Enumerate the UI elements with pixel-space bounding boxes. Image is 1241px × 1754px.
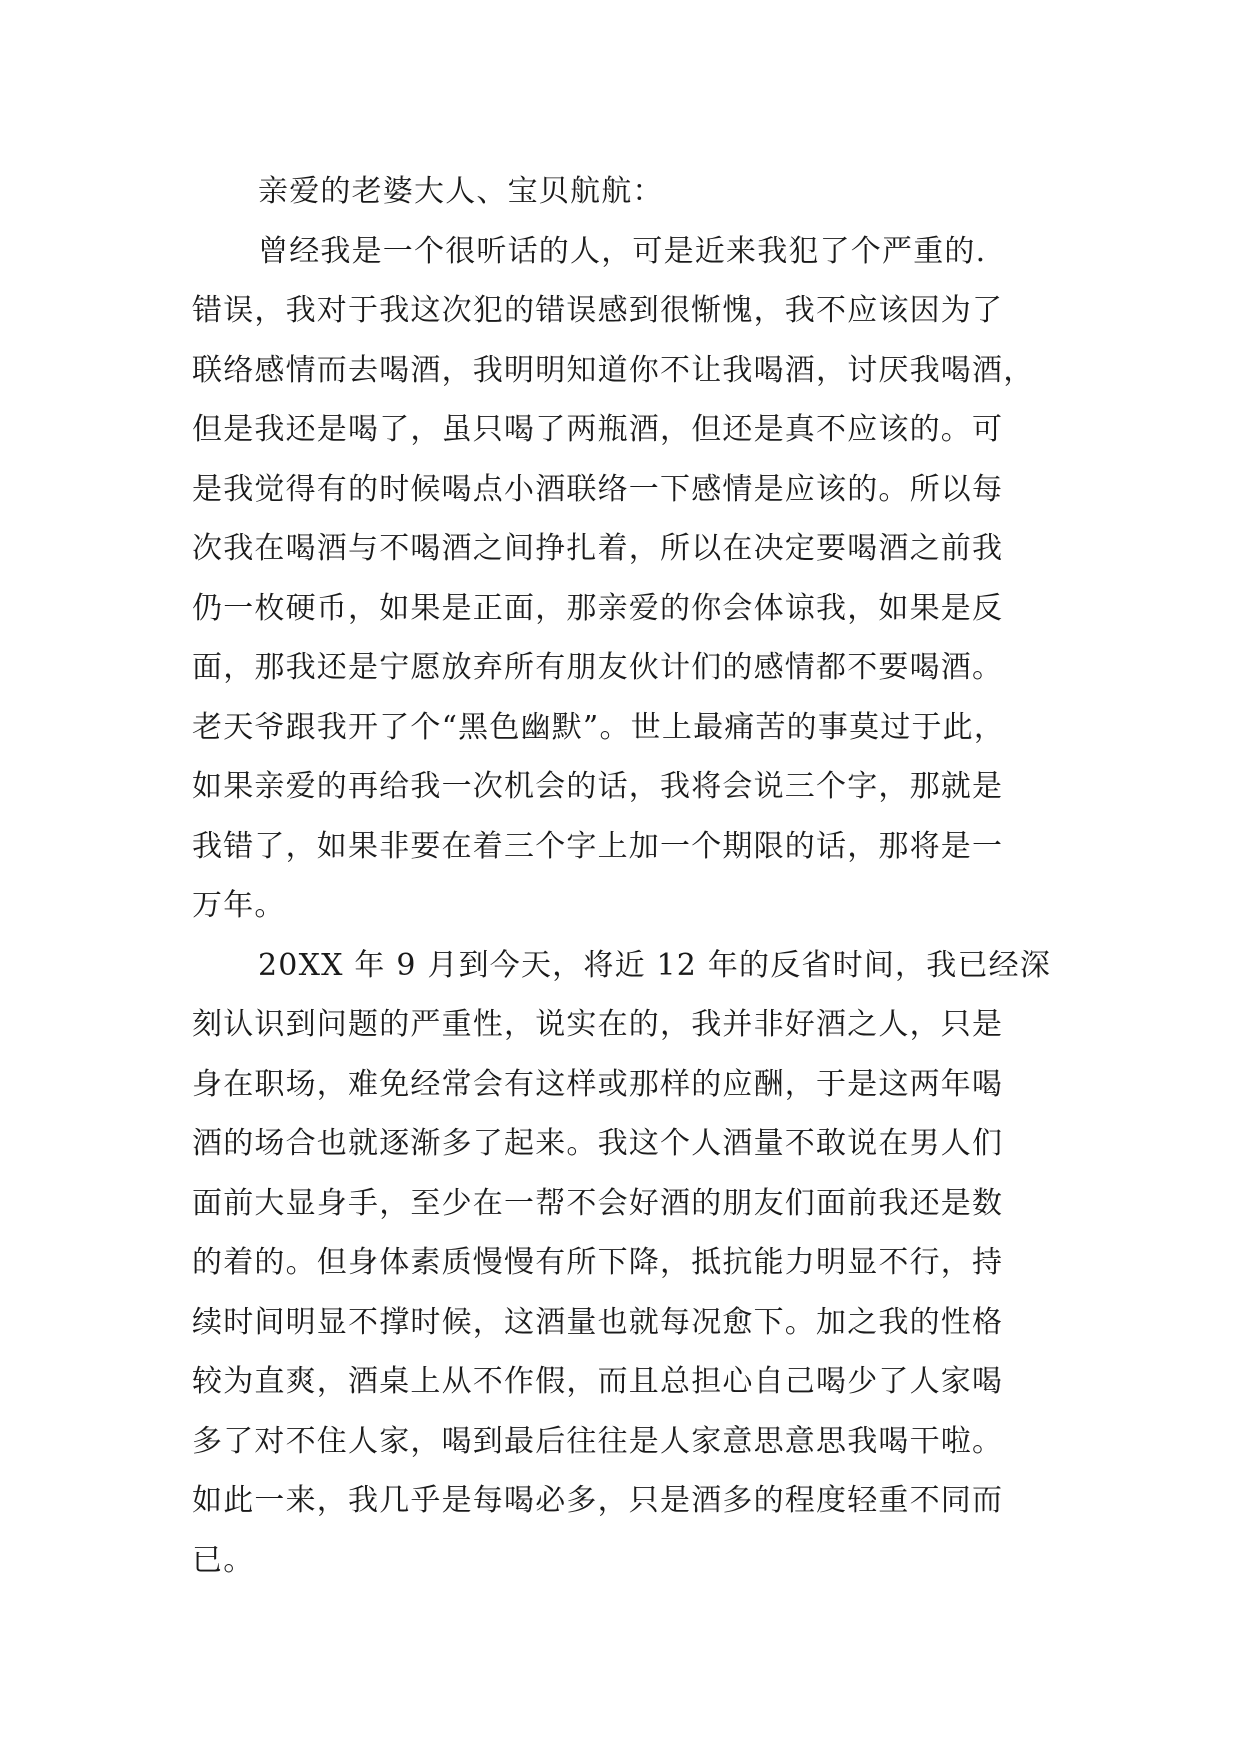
letter-body — [192, 162, 1072, 1590]
paragraph-1-line: 万年。 — [192, 888, 286, 923]
paragraph-2-line: 刻认识到问题的严重性，说实在的，我并非好酒之人，只是 — [192, 1007, 1004, 1042]
paragraph-2-line: 酒的场合也就逐渐多了起来。我这个人酒量不敢说在男人们 — [192, 1126, 1004, 1161]
paragraph-1-line: 是我觉得有的时候喝点小酒联络一下感情是应该的。所以每 — [192, 471, 1004, 507]
paragraph-1-line: 曾经我是一个很听话的人，可是近来我犯了个严重的. — [258, 233, 987, 269]
paragraph-2-line: 身在职场，难免经常会有这样或那样的应酬，于是这两年喝 — [192, 1066, 1004, 1102]
paragraph-2-line: 续时间明显不撑时候，这酒量也就每况愈下。加之我的性格 — [192, 1304, 1004, 1340]
greeting-line: 亲爱的老婆大人、宝贝航航： — [258, 174, 664, 209]
paragraph-1-line: 仍一枚硬币，如果是正面，那亲爱的你会体谅我，如果是反 — [192, 590, 1004, 626]
paragraph-1-line: 次我在喝酒与不喝酒之间挣扎着，所以在决定要喝酒之前我 — [192, 531, 1004, 566]
paragraph-2-line: 多了对不住人家，喝到最后往往是人家意思意思我喝干啦。 — [192, 1423, 1004, 1459]
paragraph-1-line: 错误，我对于我这次犯的错误感到很惭愧，我不应该因为了 — [192, 293, 1004, 328]
paragraph-2-line: 面前大显身手，至少在一帮不会好酒的朋友们面前我还是数 — [192, 1185, 1004, 1221]
paragraph-2-line: 如此一来，我几乎是每喝必多，只是酒多的程度轻重不同而 — [192, 1483, 1004, 1518]
paragraph-1-line: 联络感情而去喝酒，我明明知道你不让我喝酒，讨厌我喝酒， — [192, 352, 1035, 388]
paragraph-2-line: 较为直爽，酒桌上从不作假，而且总担心自己喝少了人家喝 — [192, 1364, 1004, 1399]
paragraph-2-line: 20XX 年 9 月到今天，将近 12 年的反省时间，我已经深 — [258, 947, 1052, 983]
paragraph-2-line: 已。 — [192, 1542, 255, 1578]
paragraph-1-line: 但是我还是喝了，虽只喝了两瓶酒，但还是真不应该的。可 — [192, 412, 1004, 447]
paragraph-1-line: 我错了，如果非要在着三个字上加一个期限的话，那将是一 — [192, 828, 1004, 864]
paragraph-1-line: 如果亲爱的再给我一次机会的话，我将会说三个字，那就是 — [192, 769, 1004, 804]
paragraph-1-line: 面，那我还是宁愿放弃所有朋友伙计们的感情都不要喝酒。 — [192, 650, 1004, 685]
paragraph-1-line: 老天爷跟我开了个“黑色幽默”。世上最痛苦的事莫过于此， — [192, 709, 1006, 745]
paragraph-2-line: 的着的。但身体素质慢慢有所下降，抵抗能力明显不行，持 — [192, 1245, 1004, 1280]
